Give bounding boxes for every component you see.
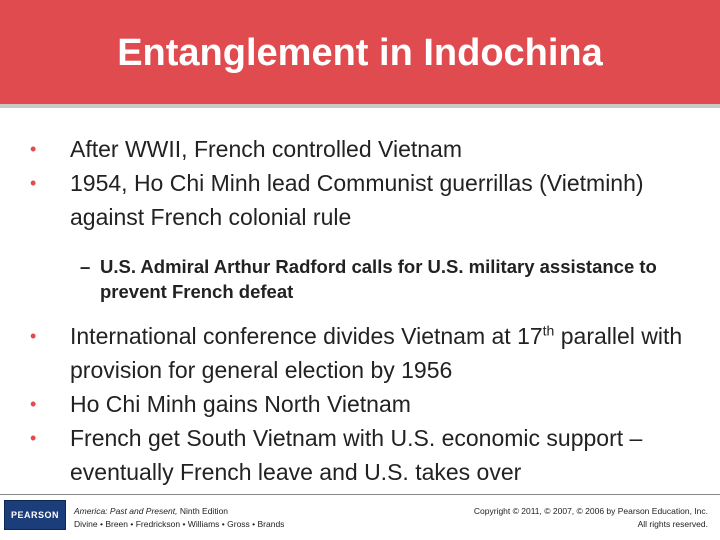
bullet-item	[30, 166, 690, 234]
rights-line: All rights reserved.	[637, 519, 708, 529]
slide-title: Entanglement in Indochina	[117, 31, 603, 74]
bullet-marker: •	[30, 139, 37, 159]
bullet-text-part: International conference divides Vietnam at 17	[70, 323, 543, 349]
bullet-item	[30, 421, 690, 489]
slide-content	[30, 132, 690, 489]
title-bar	[0, 0, 720, 108]
bullet-text: French get South Vietnam with U.S. economic support – eventually French leave and U.S. takes over	[70, 425, 643, 485]
bullet-text-part: parallel with provision for general election by 1956	[70, 323, 683, 383]
book-title-line	[74, 505, 284, 518]
sub-bullet-text: U.S. Admiral Arthur Radford calls for U.S. military assistance to prevent French defeat	[100, 256, 657, 302]
bullet-text: After WWII, French controlled Vietnam	[70, 136, 462, 162]
book-authors: Divine • Breen • Fredrickson • Williams • Gross • Brands	[74, 519, 285, 529]
book-edition: Ninth Edition	[177, 506, 229, 516]
bullet-marker: •	[30, 326, 37, 346]
copyright-notice	[474, 505, 708, 531]
ordinal-superscript: th	[542, 322, 555, 339]
bullet-item	[30, 319, 690, 387]
bullet-text: 1954, Ho Chi Minh lead Communist guerrillas (Vietminh) against French colonial rule	[70, 170, 644, 230]
footer-divider	[0, 494, 720, 495]
bullet-item	[30, 132, 690, 166]
book-title: America: Past and Present,	[74, 506, 178, 516]
bullet-marker: •	[30, 394, 37, 414]
bullet-text: Ho Chi Minh gains North Vietnam	[70, 391, 411, 417]
sub-bullet-marker: –	[80, 256, 91, 277]
bullet-marker: •	[30, 173, 37, 193]
sub-bullet-item	[30, 254, 690, 304]
bullet-item	[30, 387, 690, 421]
pearson-logo	[4, 500, 66, 530]
book-credit	[74, 505, 284, 531]
bullet-marker: •	[30, 428, 37, 448]
logo-text: PEARSON	[10, 510, 59, 520]
copyright-line: Copyright © 2011, © 2007, © 2006 by Pearson Education, Inc.	[473, 506, 708, 516]
